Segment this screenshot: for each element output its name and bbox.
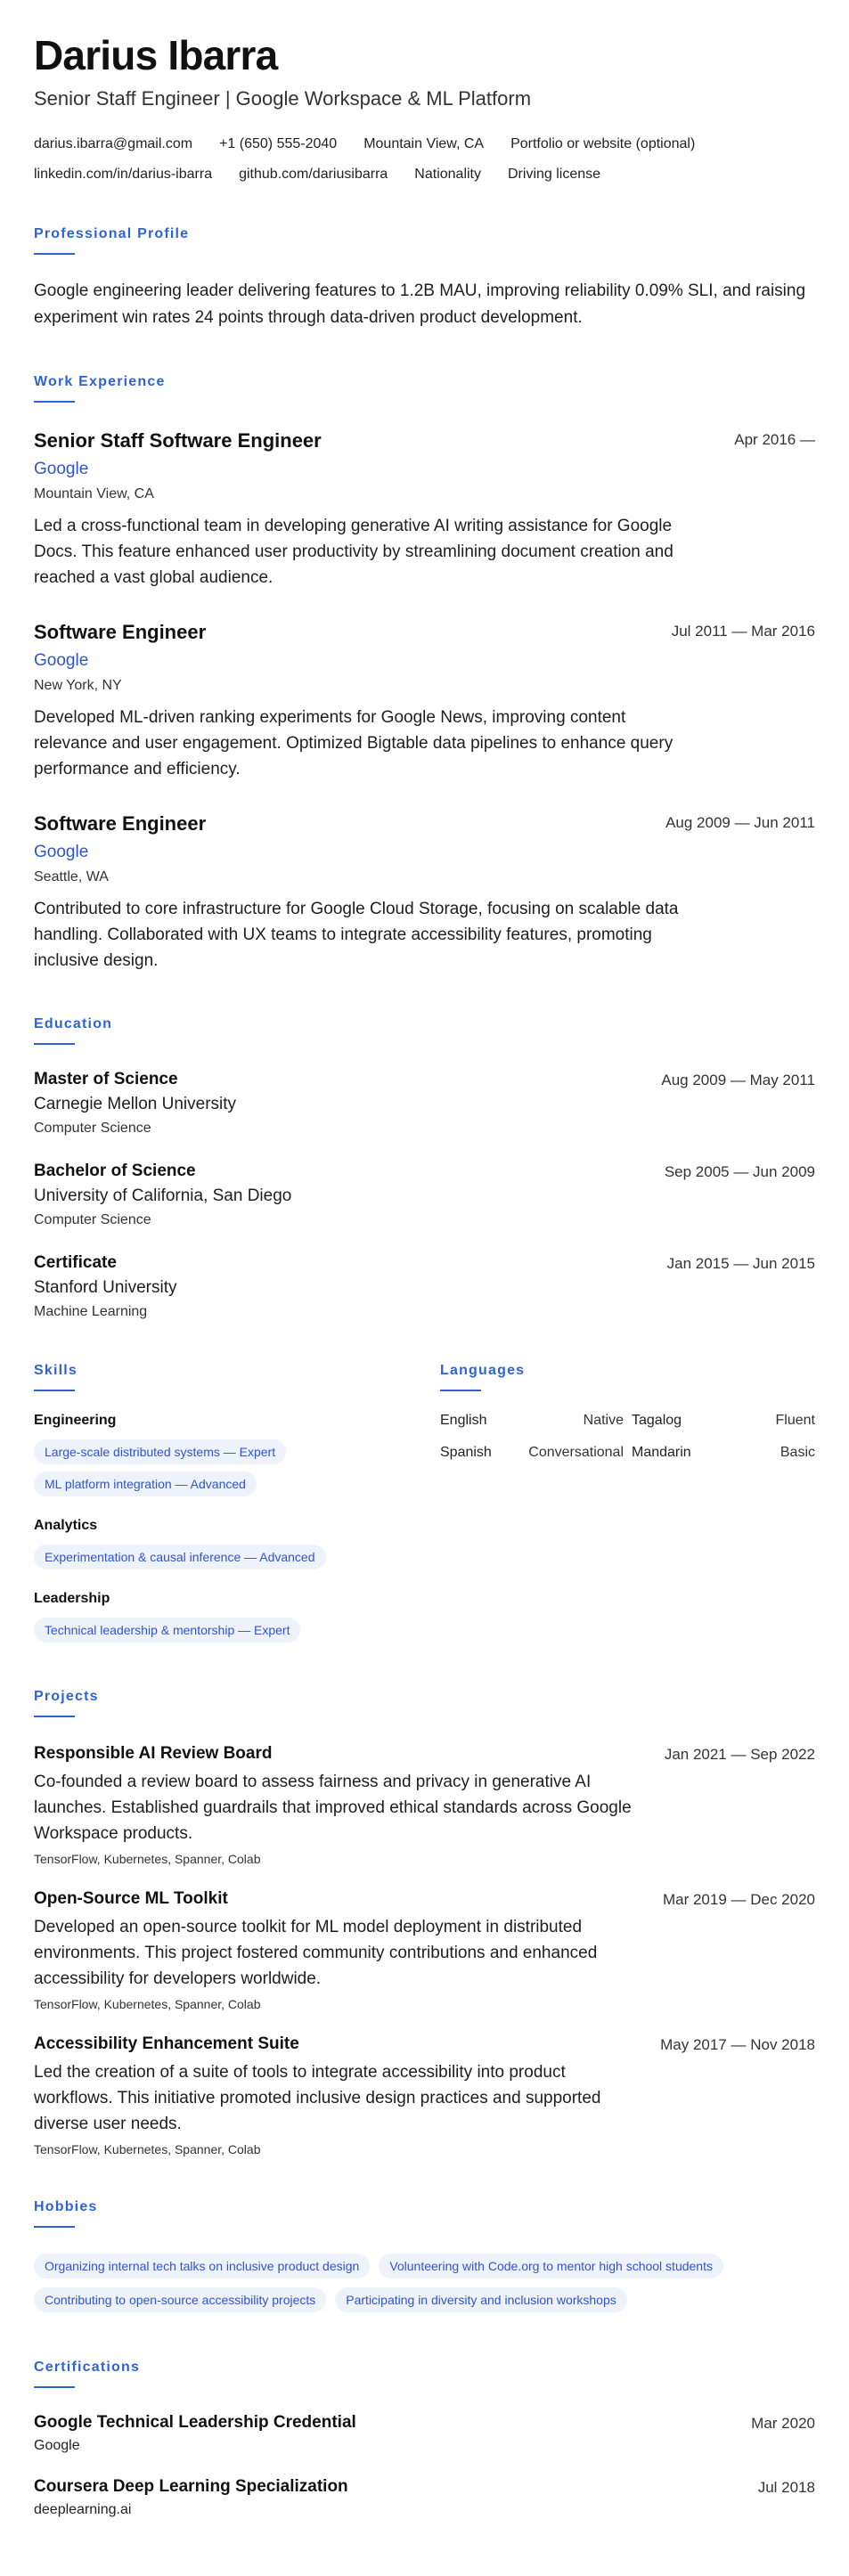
education-date: Aug 2009 — May 2011 [661, 1072, 815, 1089]
certification-date: Mar 2020 [751, 2415, 815, 2433]
skill-group-name: Analytics [34, 1518, 98, 1534]
hobby-chip: Organizing internal tech talks on inclusive product design [34, 2254, 370, 2278]
project-description: Led the creation of a suite of tools to integrate accessibility into product workflows. This initiative promoted inclusive design practices and supported diverse user needs. [34, 2063, 601, 2134]
hobby-chips [34, 2249, 815, 2317]
education-degree: Master of Science [34, 1070, 178, 1089]
project-tech: TensorFlow, Kubernetes, Spanner, Colab [34, 1852, 261, 1867]
job-description: Contributed to core infrastructure for Google Cloud Storage, focusing on scalable data handling. Collaborated with UX teams to integrate accessibility features, promoting inclusive design. [34, 900, 679, 971]
contact-location: Mountain View, CA [363, 136, 485, 152]
certification-entry [34, 2477, 815, 2518]
language-level: Native [583, 1413, 624, 1429]
project-entry [34, 1889, 815, 2011]
section-title: Education [34, 1016, 113, 1032]
job-entry [34, 812, 815, 974]
candidate-name: Darius Ibarra [34, 32, 278, 78]
section-title: Skills [34, 1363, 78, 1379]
project-date: Mar 2019 — Dec 2020 [662, 1891, 815, 1909]
section-divider [440, 1390, 481, 1391]
language-name: English [440, 1413, 487, 1429]
language-name: Tagalog [632, 1413, 682, 1429]
education-date: Jan 2015 — Jun 2015 [666, 1255, 815, 1273]
job-location: Mountain View, CA [34, 486, 154, 502]
section-divider [34, 253, 75, 255]
language-item [632, 1445, 815, 1461]
education-school: University of California, San Diego [34, 1186, 292, 1206]
job-location: Seattle, WA [34, 869, 109, 885]
skills-languages-row [34, 1363, 815, 1646]
education-section [34, 1016, 815, 1320]
certification-date: Jul 2018 [757, 2479, 815, 2497]
job-entry [34, 429, 815, 591]
job-date: Jul 2011 — Mar 2016 [671, 623, 815, 640]
hobbies-section [34, 2199, 815, 2317]
contact-linkedin[interactable]: linkedin.com/in/darius-ibarra [34, 167, 213, 183]
project-tech: TensorFlow, Kubernetes, Spanner, Colab [34, 2142, 261, 2157]
hobby-chip: Volunteering with Code.org to mentor high school students [379, 2254, 723, 2278]
hobby-chip: Contributing to open-source accessibility projects [34, 2287, 326, 2312]
job-company: Google [34, 651, 89, 671]
section-title: Projects [34, 1689, 99, 1705]
language-name: Spanish [440, 1445, 492, 1461]
resume-header [34, 34, 815, 183]
job-title: Software Engineer [34, 621, 207, 644]
project-entry [34, 2034, 815, 2156]
contact-phone[interactable]: +1 (650) 555-2040 [219, 136, 338, 152]
project-date: Jan 2021 — Sep 2022 [664, 1746, 815, 1764]
project-name: Responsible AI Review Board [34, 1744, 273, 1764]
project-description: Developed an open-source toolkit for ML model deployment in distributed environments. This project fostered community contributions and enhanced accessibility for developers worldwide. [34, 1918, 598, 1989]
skill-chips [34, 1614, 440, 1646]
headline: Senior Staff Engineer | Google Workspace & ML Platform [34, 87, 532, 110]
language-item [440, 1413, 624, 1429]
language-level: Basic [780, 1445, 815, 1461]
certification-issuer: deeplearning.ai [34, 2502, 132, 2518]
language-item [440, 1445, 624, 1461]
job-location: New York, NY [34, 678, 122, 694]
contact-github[interactable]: github.com/dariusibarra [239, 167, 388, 183]
section-divider [34, 1390, 75, 1391]
job-description: Developed ML-driven ranking experiments for Google News, improving content relevance and user engagement. Optimized Bigtable data pipelines to enhance query performance and efficiency. [34, 708, 673, 779]
education-degree: Bachelor of Science [34, 1162, 196, 1181]
language-level: Conversational [528, 1445, 624, 1461]
section-title: Professional Profile [34, 226, 190, 242]
language-level: Fluent [775, 1413, 815, 1429]
job-description: Led a cross-functional team in developing generative AI writing assistance for Google Docs. This feature enhanced user productivity by streamlining document creation and reached a vast global audience. [34, 517, 673, 588]
contact-email[interactable]: darius.ibarra@gmail.com [34, 136, 193, 152]
education-field: Computer Science [34, 1121, 151, 1137]
section-divider [34, 2386, 75, 2388]
project-name: Open-Source ML Toolkit [34, 1889, 228, 1909]
job-entry [34, 621, 815, 782]
languages-grid [440, 1413, 815, 1461]
project-description: Co-founded a review board to assess fairness and privacy in generative AI launches. Established guardrails that improved ethical standards across Google Workspace products. [34, 1773, 632, 1844]
contact-nationality: Nationality [414, 167, 481, 183]
job-date: Aug 2009 — Jun 2011 [665, 814, 815, 832]
contact-row-1 [34, 135, 815, 153]
project-name: Accessibility Enhancement Suite [34, 2034, 299, 2054]
contact-portfolio[interactable]: Portfolio or website (optional) [510, 136, 696, 152]
skill-chip: Experimentation & causal inference — Advanced [34, 1545, 326, 1569]
skill-chips [34, 1436, 440, 1500]
project-entry [34, 1744, 815, 1866]
hobby-chip: Participating in diversity and inclusion workshops [335, 2287, 626, 2312]
projects-section [34, 1689, 815, 2156]
certification-issuer: Google [34, 2438, 80, 2454]
job-date: Apr 2016 — [734, 431, 815, 449]
job-title: Software Engineer [34, 812, 207, 836]
section-title: Work Experience [34, 374, 166, 390]
section-title: Certifications [34, 2360, 141, 2376]
section-title: Hobbies [34, 2199, 98, 2215]
certification-name: Google Technical Leadership Credential [34, 2413, 356, 2433]
section-title: Languages [440, 1363, 526, 1379]
skill-chip: Technical leadership & mentorship — Expert [34, 1618, 300, 1643]
languages-section [440, 1363, 815, 1646]
education-entry [34, 1253, 815, 1320]
skill-chip: Large-scale distributed systems — Expert [34, 1439, 286, 1464]
education-field: Machine Learning [34, 1304, 148, 1320]
skill-group [34, 1518, 440, 1573]
certification-name: Coursera Deep Learning Specialization [34, 2477, 348, 2497]
skills-section [34, 1363, 440, 1646]
skill-chip: ML platform integration — Advanced [34, 1471, 257, 1496]
language-item [632, 1413, 815, 1429]
language-name: Mandarin [632, 1445, 691, 1461]
education-entry [34, 1162, 815, 1228]
education-entry [34, 1070, 815, 1137]
section-divider [34, 1716, 75, 1717]
project-tech: TensorFlow, Kubernetes, Spanner, Colab [34, 1997, 261, 2012]
profile-summary: Google engineering leader delivering features to 1.2B MAU, improving reliability 0.09% SLI, and raising experiment win rates 24 points through data-driven product development. [34, 281, 806, 328]
skill-group [34, 1413, 440, 1500]
job-company: Google [34, 843, 89, 862]
skill-group-name: Leadership [34, 1591, 110, 1607]
skill-chips [34, 1541, 440, 1573]
contact-row-2 [34, 166, 815, 183]
certifications-section [34, 2360, 815, 2518]
project-date: May 2017 — Nov 2018 [660, 2036, 815, 2054]
skill-group-name: Engineering [34, 1413, 117, 1429]
job-company: Google [34, 460, 89, 479]
section-divider [34, 2226, 75, 2228]
skill-group [34, 1591, 440, 1646]
education-school: Carnegie Mellon University [34, 1095, 237, 1114]
experience-section [34, 374, 815, 974]
section-divider [34, 1043, 75, 1045]
education-school: Stanford University [34, 1278, 177, 1298]
profile-section [34, 226, 815, 331]
education-date: Sep 2005 — Jun 2009 [664, 1163, 815, 1181]
job-title: Senior Staff Software Engineer [34, 429, 322, 452]
education-field: Computer Science [34, 1212, 151, 1228]
contact-driving-license: Driving license [508, 167, 601, 183]
education-degree: Certificate [34, 1253, 117, 1273]
section-divider [34, 401, 75, 403]
certification-entry [34, 2413, 815, 2454]
